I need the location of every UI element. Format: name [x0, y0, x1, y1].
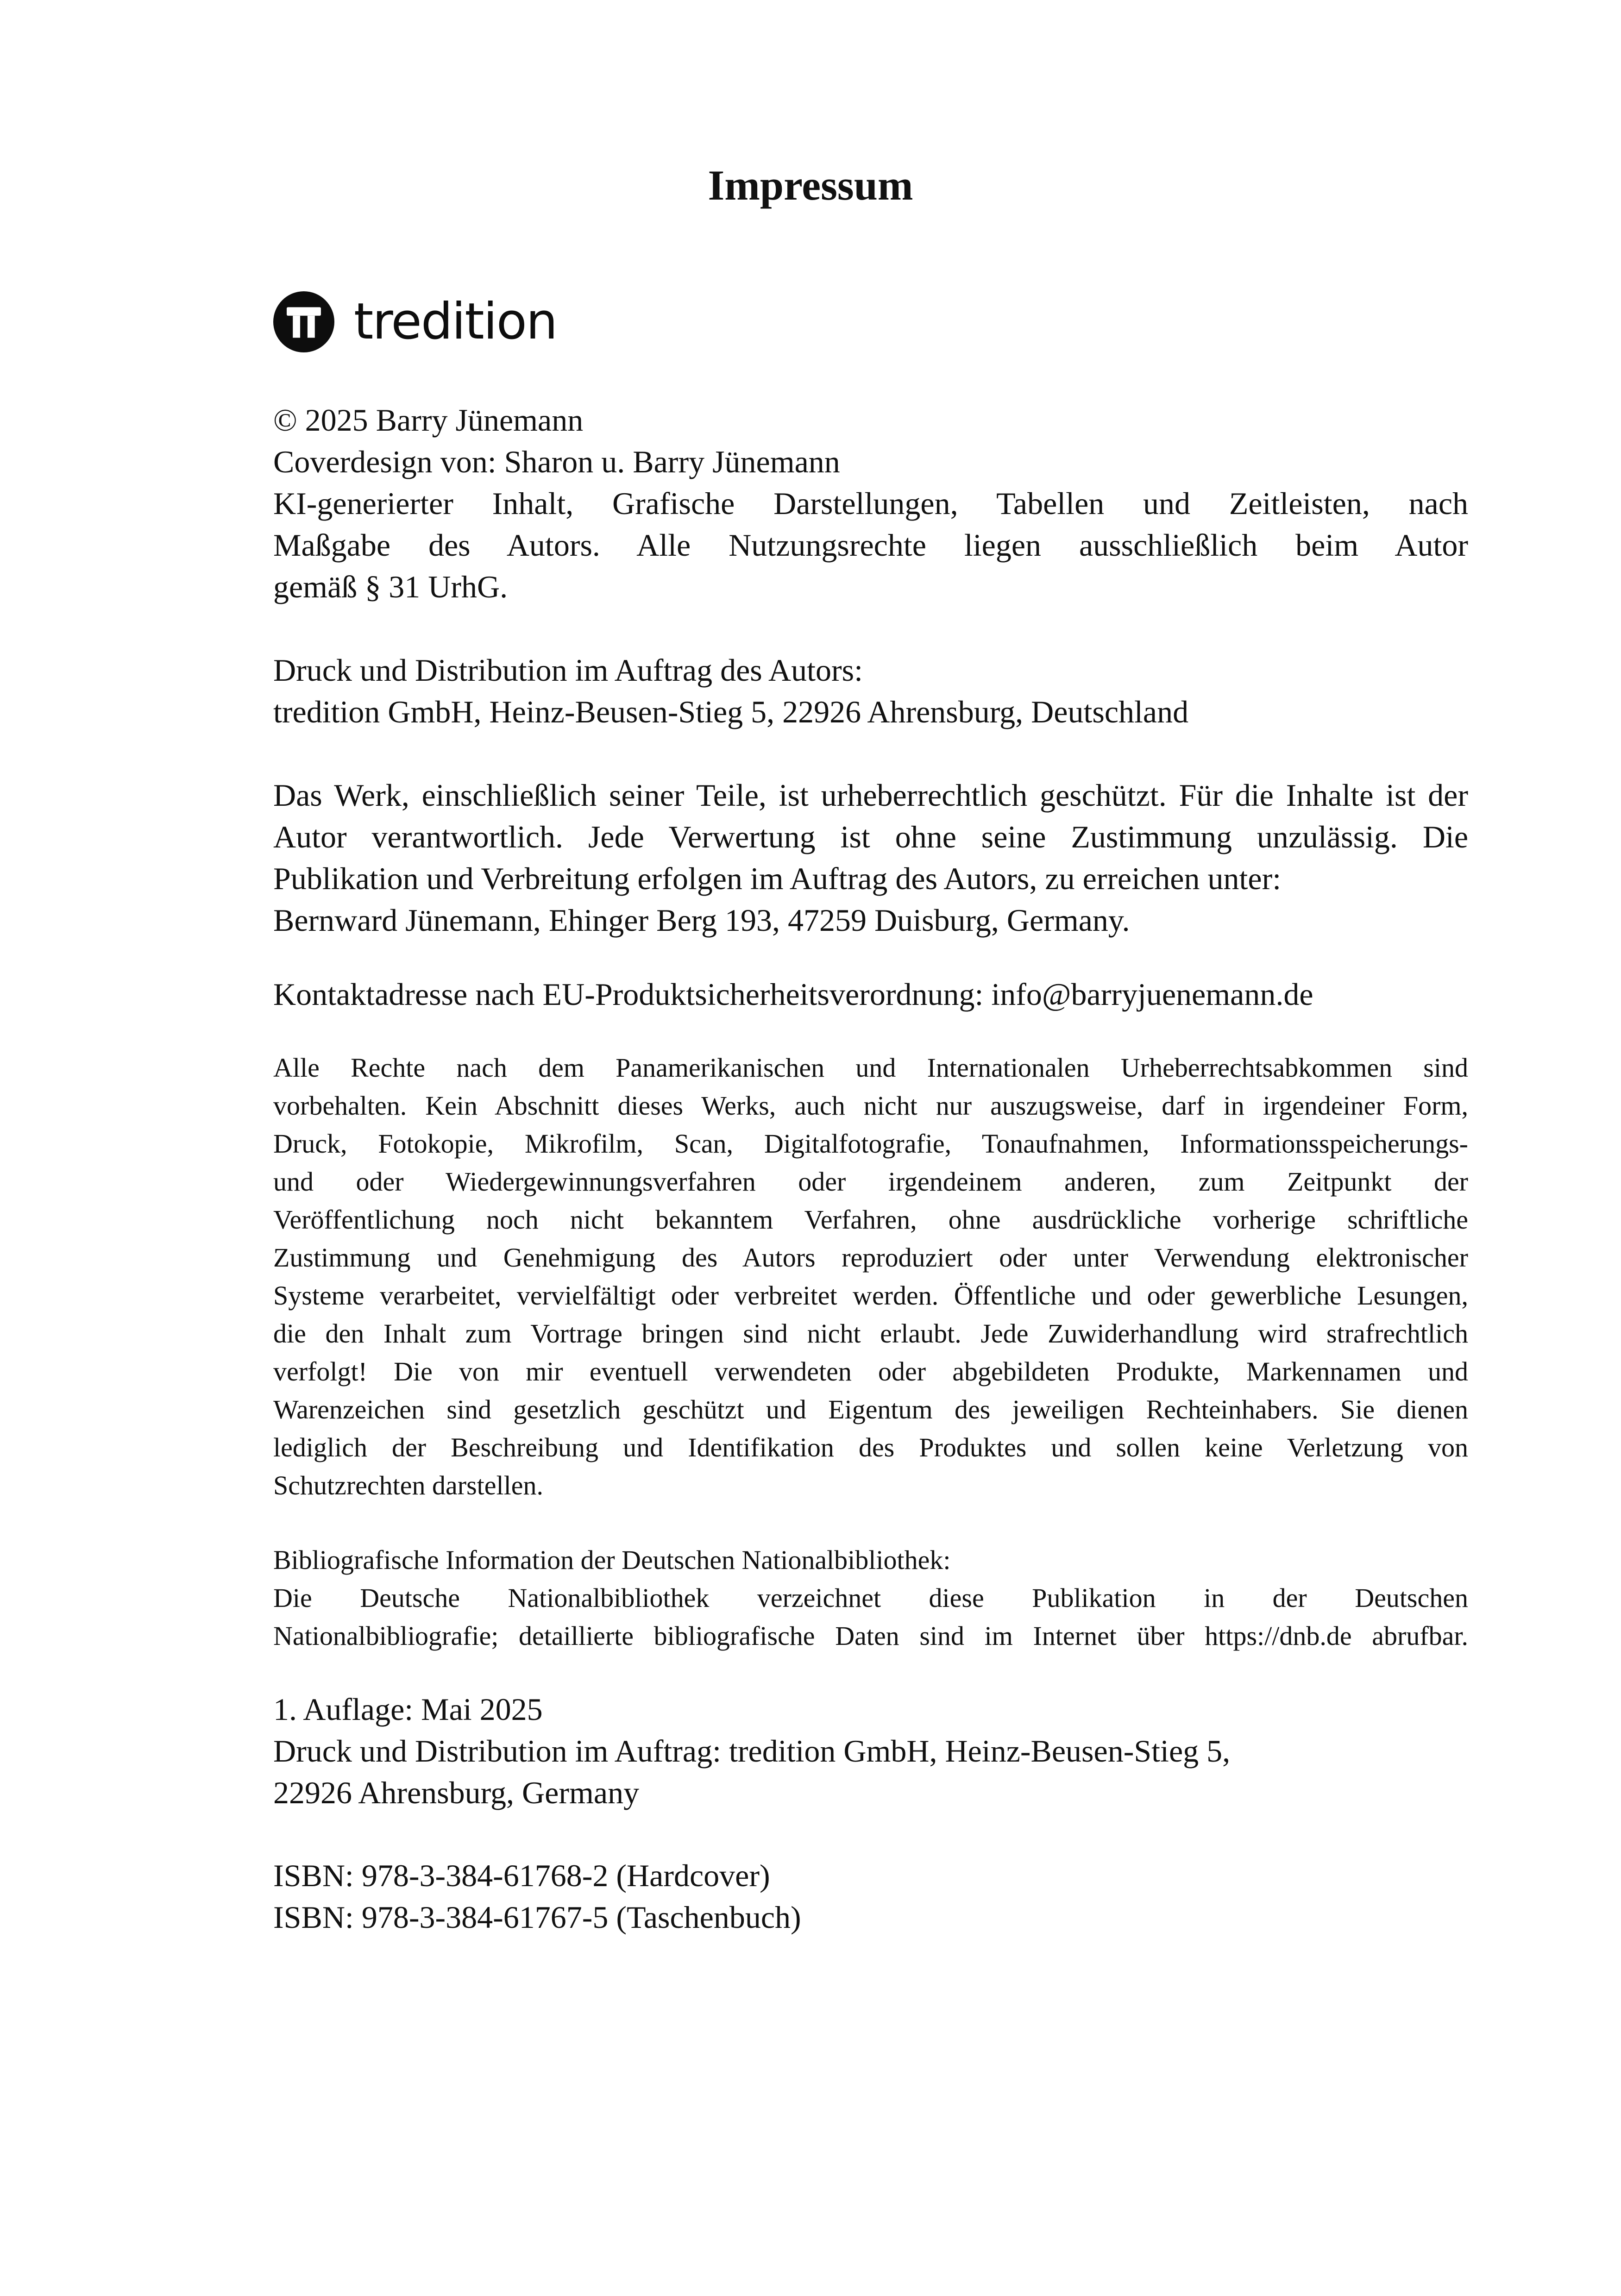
legal-line: vorbehalten. Kein Abschnitt dieses Werks, auch nicht nur auszugsweise, darf in irgendeiner Form, [273, 1091, 1468, 1121]
bibliographic-heading: Bibliografische Information der Deutschen Nationalbibliothek: [273, 1545, 951, 1575]
coverdesign-line: Coverdesign von: Sharon u. Barry Jünemann [273, 444, 840, 479]
edition-line: 1. Auflage: Mai 2025 [273, 1692, 543, 1727]
legal-line: die den Inhalt zum Vortrage bringen sind nicht erlaubt. Jede Zuwiderhandlung wird strafrechtlich [273, 1318, 1468, 1349]
bibliographic-line: Nationalbibliografie; detaillierte bibliografische Daten sind im Internet über https://dnb.de abrufbar. [273, 1621, 1468, 1651]
rights-notice-line: Das Werk, einschließlich seiner Teile, ist urheberrechtlich geschützt. Für die Inhalte ist der [273, 778, 1468, 813]
legal-line: und oder Wiedergewinnungsverfahren oder irgendeinem anderen, zum Zeitpunkt der [273, 1167, 1468, 1197]
rights-notice-block [273, 774, 1468, 941]
distribution-heading: Druck und Distribution im Auftrag des Autors: [273, 652, 863, 688]
legal-notice-block [273, 1049, 1468, 1505]
tredition-logo-icon [273, 291, 334, 352]
legal-line: Druck, Fotokopie, Mikrofilm, Scan, Digitalfotografie, Tonaufnahmen, Informationsspeicherungs- [273, 1129, 1468, 1159]
ai-content-line: KI-generierter Inhalt, Grafische Darstellungen, Tabellen und Zeitleisten, nach [273, 486, 1468, 521]
copyright-block [273, 399, 1468, 608]
rights-notice-line: Autor verantwortlich. Jede Verwertung ist ohne seine Zustimmung unzulässig. Die [273, 819, 1468, 854]
distribution-block [273, 649, 1468, 733]
isbn-hardcover: ISBN: 978-3-384-61768-2 (Hardcover) [273, 1858, 770, 1893]
legal-line: Schutzrechten darstellen. [273, 1470, 543, 1500]
isbn-paperback: ISBN: 978-3-384-61767-5 (Taschenbuch) [273, 1900, 801, 1935]
legal-line: lediglich der Beschreibung und Identifikation des Produktes und sollen keine Verletzung von [273, 1432, 1468, 1462]
distribution-address: tredition GmbH, Heinz-Beusen-Stieg 5, 22926 Ahrensburg, Deutschland [273, 694, 1189, 729]
edition-block [273, 1688, 1468, 1813]
usage-rights-line: Maßgabe des Autors. Alle Nutzungsrechte liegen ausschließlich beim Autor [273, 527, 1468, 563]
urhg-line: gemäß § 31 UrhG. [273, 569, 508, 604]
isbn-block [273, 1855, 1468, 1938]
legal-line: Warenzeichen sind gesetzlich geschützt und Eigentum des jeweiligen Rechteinhabers. Sie dienen [273, 1394, 1468, 1424]
contact-block [273, 973, 1468, 1015]
legal-line: Veröffentlichung noch nicht bekanntem Verfahren, ohne ausdrückliche vorherige schriftliche [273, 1204, 1468, 1235]
legal-line: Alle Rechte nach dem Panamerikanischen und Internationalen Urheberrechtsabkommen sind [273, 1053, 1468, 1083]
page-title: Impressum [708, 162, 913, 209]
legal-line: verfolgt! Die von mir eventuell verwendeten oder abgebildeten Produkte, Markennamen und [273, 1356, 1468, 1386]
copyright-line: © 2025 Barry Jünemann [273, 402, 584, 438]
author-address-line: Bernward Jünemann, Ehinger Berg 193, 47259 Duisburg, Germany. [273, 903, 1130, 938]
bibliographic-block [273, 1541, 1468, 1655]
edition-distribution-line: Druck und Distribution im Auftrag: tredition GmbH, Heinz-Beusen-Stieg 5, [273, 1733, 1231, 1769]
legal-line: Zustimmung und Genehmigung des Autors reproduziert oder unter Verwendung elektronischer [273, 1242, 1468, 1273]
rights-notice-line: Publikation und Verbreitung erfolgen im Auftrag des Autors, zu erreichen unter: [273, 861, 1282, 896]
logo-wordmark: tredition [354, 293, 557, 351]
edition-address-line: 22926 Ahrensburg, Germany [273, 1775, 640, 1810]
contact-address: Kontaktadresse nach EU-Produktsicherheitsverordnung: info@barryjuenemann.de [273, 977, 1313, 1012]
publisher-logo [273, 287, 557, 357]
bibliographic-line: Die Deutsche Nationalbibliothek verzeichnet diese Publikation in der Deutschen [273, 1583, 1468, 1613]
legal-line: Systeme verarbeitet, vervielfältigt oder verbreitet werden. Öffentliche und oder gewerbliche Lesungen, [273, 1280, 1468, 1311]
